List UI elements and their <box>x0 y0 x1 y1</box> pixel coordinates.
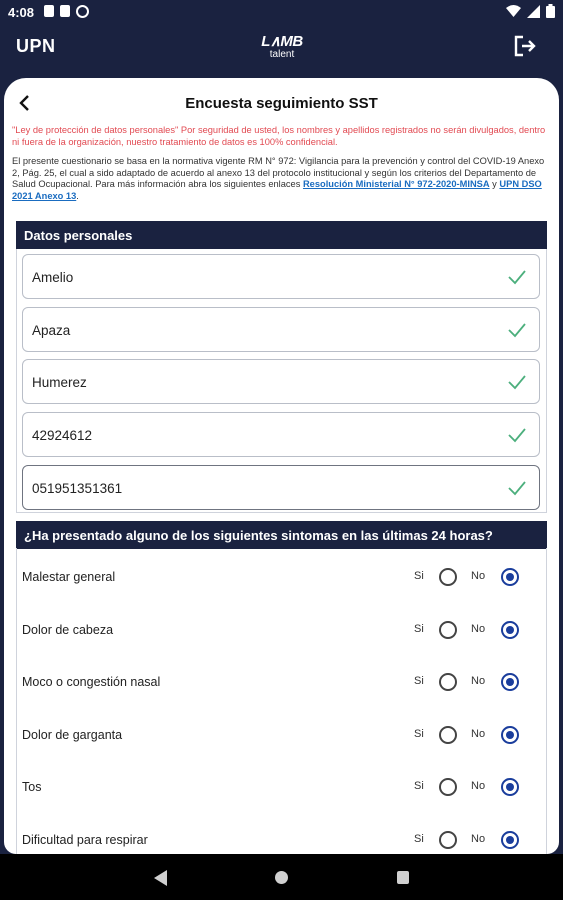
phone-number-field[interactable] <box>22 465 540 510</box>
field-value: 051951351361 <box>32 481 123 496</box>
no-radio[interactable] <box>501 778 519 796</box>
no-radio[interactable] <box>501 621 519 639</box>
symptom-row-respirar <box>22 826 542 854</box>
status-bar <box>0 0 563 24</box>
check-icon <box>507 478 527 498</box>
yes-label: Si <box>414 728 424 740</box>
field-value: Humerez <box>32 375 87 390</box>
nav-back-icon[interactable] <box>154 870 168 886</box>
symptoms-header: ¿Ha presentado alguno de los siguientes sintomas en las últimas 24 horas? <box>16 521 547 549</box>
card-header <box>4 78 559 128</box>
no-radio[interactable] <box>501 831 519 849</box>
notification-icon <box>44 5 54 17</box>
document-number-field[interactable] <box>22 412 540 457</box>
system-nav-bar <box>0 854 563 900</box>
intro-text <box>12 156 552 203</box>
signal-icon <box>527 5 540 18</box>
symptom-row-tos <box>22 773 542 803</box>
legal-notice: "Ley de protección de datos personales" Por seguridad de usted, los nombres y apellidos registrados no serán divulgados, dentro ni fuera de la organización, nuestro tratamiento de datos es 100% confidencial. <box>12 125 546 147</box>
check-icon <box>507 425 527 445</box>
yes-label: Si <box>414 623 424 635</box>
symptom-label: Dificultad para respirar <box>22 833 148 847</box>
check-icon <box>507 267 527 287</box>
logo-main: L∧MB <box>261 33 303 50</box>
nav-recents-icon[interactable] <box>397 871 409 884</box>
no-radio[interactable] <box>501 726 519 744</box>
lamb-talent-logo <box>250 34 314 60</box>
symptom-label: Dolor de cabeza <box>22 623 114 637</box>
link-resolucion-ministerial[interactable]: Resolución Ministerial N° 972-2020-MINSA <box>302 179 490 190</box>
logo-sub: talent <box>269 49 295 60</box>
sim-icon <box>60 5 70 17</box>
yes-radio[interactable] <box>439 831 457 849</box>
wifi-icon <box>506 5 521 18</box>
last-name-field[interactable] <box>22 307 540 352</box>
yes-label: Si <box>414 833 424 845</box>
symptom-label: Moco o congestión nasal <box>22 675 161 689</box>
no-label: No <box>471 675 486 687</box>
yes-radio[interactable] <box>439 778 457 796</box>
yes-radio[interactable] <box>439 568 457 586</box>
intro-end: . <box>76 191 79 202</box>
no-radio[interactable] <box>501 673 519 691</box>
nav-home-icon[interactable] <box>275 871 288 884</box>
yes-label: Si <box>414 570 424 582</box>
link-separator: y <box>489 179 500 190</box>
no-label: No <box>471 780 486 792</box>
intro-body: El presente cuestionario se basa en la normativa vigente RM N° 972: Vigilancia para la prevención y control del COVID-19 Anexo 2, Pág. 25, el cual a sido adaptado de acuerdo al anexo 13 del protocolo institucional y según los criterios del Departamento de Salud Ocupacional. Para más información abra los siguientes enlaces <box>12 156 545 190</box>
symptom-label: Dolor de garganta <box>22 728 123 742</box>
app-bar <box>0 24 563 78</box>
sync-icon <box>76 5 89 18</box>
first-name-field[interactable] <box>22 254 540 299</box>
link-upn-dso-anexo[interactable]: UPN DSO 2021 Anexo 13 <box>12 179 542 202</box>
personal-data-header: Datos personales <box>16 221 547 249</box>
no-label: No <box>471 623 486 635</box>
yes-radio[interactable] <box>439 673 457 691</box>
logout-icon[interactable] <box>512 34 538 58</box>
symptom-row-moco <box>22 668 542 698</box>
symptom-label: Malestar general <box>22 570 116 584</box>
symptom-row-garganta <box>22 721 542 751</box>
check-icon <box>507 372 527 392</box>
yes-radio[interactable] <box>439 621 457 639</box>
no-radio[interactable] <box>501 568 519 586</box>
symptom-row-dolor-cabeza <box>22 616 542 646</box>
yes-label: Si <box>414 675 424 687</box>
field-value: Apaza <box>32 323 71 338</box>
symptom-row-malestar <box>22 563 542 593</box>
symptoms-box <box>16 548 547 854</box>
yes-label: Si <box>414 780 424 792</box>
field-value: Amelio <box>32 270 74 285</box>
second-last-name-field[interactable] <box>22 359 540 404</box>
yes-radio[interactable] <box>439 726 457 744</box>
survey-title: Encuesta seguimiento SST <box>185 95 378 112</box>
symptom-label: Tos <box>22 780 42 794</box>
battery-icon <box>546 4 555 18</box>
survey-card <box>4 78 559 854</box>
no-label: No <box>471 570 486 582</box>
no-label: No <box>471 728 486 740</box>
no-label: No <box>471 833 486 845</box>
field-value: 42924612 <box>32 428 93 443</box>
brand-title: UPN <box>16 36 56 56</box>
status-time: 4:08 <box>8 5 35 20</box>
check-icon <box>507 320 527 340</box>
